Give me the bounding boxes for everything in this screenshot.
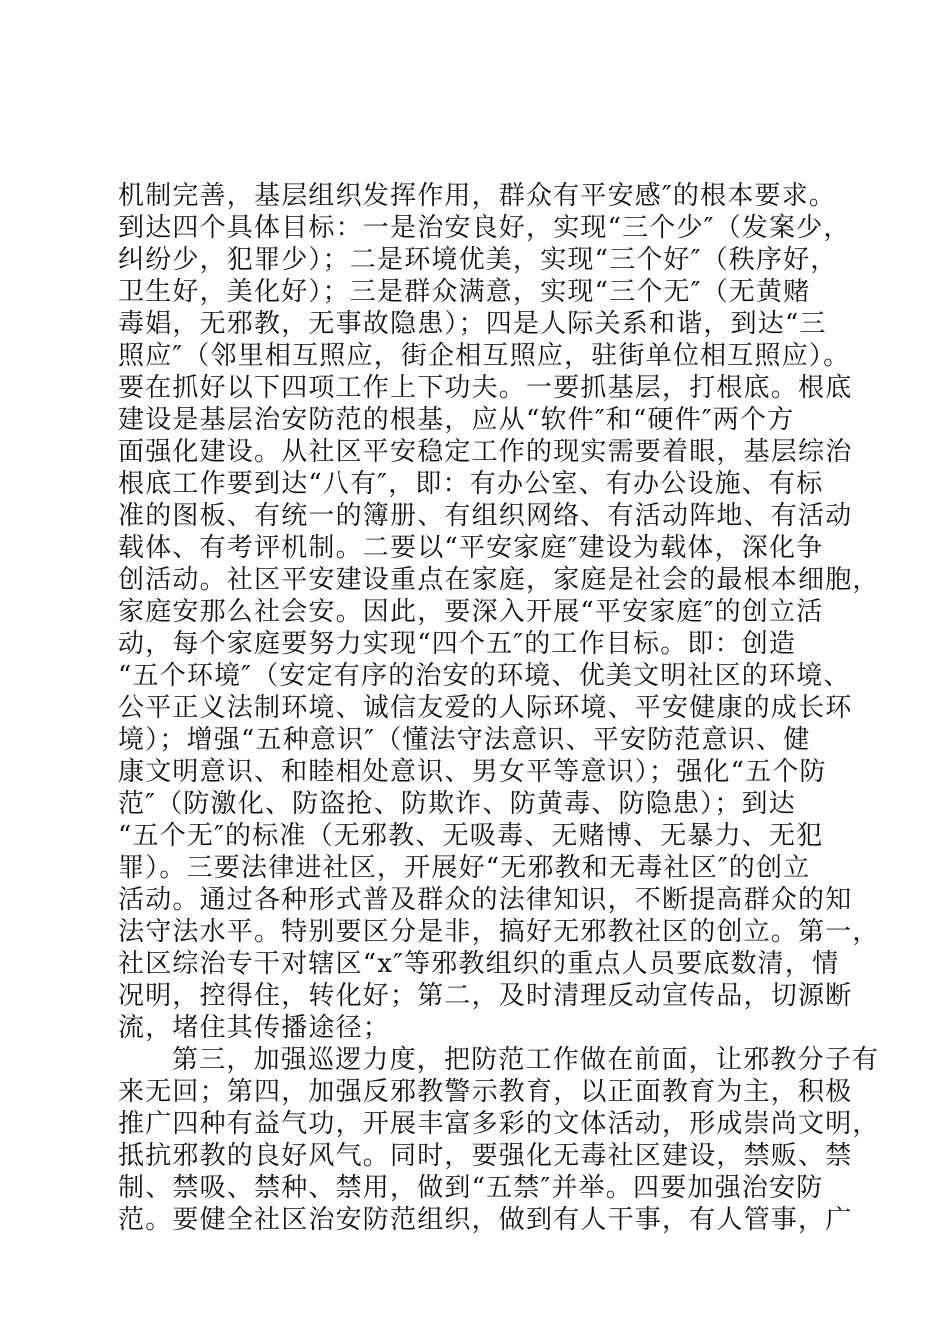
text-line: 罪）。三要法律进社区，开展好“无邪教和无毒社区″的创立 xyxy=(118,853,811,883)
text-line: 境）；增强“五种意识″（懂法守法意识、平安防范意识、健 xyxy=(118,725,811,755)
text-line: 要在抓好以下四项工作上下功夫。一要抓基层，打根底。根底 xyxy=(118,373,853,403)
text-line: 家庭安那么社会安。因此，要深入开展“平安家庭″的创立活 xyxy=(118,597,824,627)
text-line: 毒娼，无邪教，无事故隐患）；四是人际关系和谐，到达“三 xyxy=(118,309,827,339)
text-line: 机制完善，基层组织发挥作用，群众有平安感″的根本要求。 xyxy=(118,181,837,211)
text-line: 照应″（邻里相互照应，街企相互照应，驻街单位相互照应）。 xyxy=(118,341,851,371)
text-line: 社区综治专干对辖区“x″等邪教组织的重点人员要底数清，情 xyxy=(118,949,840,979)
text-line: 动，每个家庭要努力实现“四个五″的工作目标。即：创造 xyxy=(118,629,797,659)
text-line: 活动。通过各种形式普及群众的法律知识，不断提高群众的知 xyxy=(118,885,853,915)
text-line: 法守法水平。特别要区分是非，搞好无邪教社区的创立。第一， xyxy=(118,917,880,947)
text-line: 面强化建设。从社区平安稳定工作的现实需要着眼，基层综治 xyxy=(118,437,853,467)
text-line: 范″（防激化、防盗抢、防欺诈、防黄毒、防隐患）；到达 xyxy=(118,789,796,819)
text-line: 到达四个具体目标：一是治安良好，实现“三个少″（发案少， xyxy=(118,213,851,243)
text-line: 抵抗邪教的良好风气。同时，要强化无毒社区建设，禁贩、禁 xyxy=(118,1141,853,1171)
text-line: 范。要健全社区治安防范组织，做到有人干事，有人管事，广 xyxy=(118,1205,853,1235)
text-line: 制、禁吸、禁种、禁用，做到“五禁″并举。四要加强治安防 xyxy=(118,1173,824,1203)
text-line: “五个无″的标准（无邪教、无吸毒、无赌博、无暴力、无犯 xyxy=(118,821,824,851)
body-text xyxy=(118,180,880,1236)
text-line: 公平正义法制环境、诚信友爱的人际环境、平安健康的成长环 xyxy=(118,693,853,723)
text-line: 根底工作要到达“八有″，即：有办公室、有办公设施、有标 xyxy=(118,469,824,499)
text-line: 康文明意识、和睦相处意识、男女平等意识）；强化“五个防 xyxy=(118,757,827,787)
text-line: 推广四种有益气功，开展丰富多彩的文体活动，形成崇尚文明， xyxy=(118,1109,880,1139)
text-line: 建设是基层治安防范的根基，应从“软件″和“硬件″两个方 xyxy=(118,405,795,435)
text-line: 载体、有考评机制。二要以“平安家庭″建设为载体，深化争 xyxy=(118,533,824,563)
text-line: 流，堵住其传播途径； xyxy=(118,1013,391,1043)
text-line: 卫生好，美化好）；三是群众满意，实现“三个无″（无黄赌 xyxy=(118,277,811,307)
text-line: 准的图板、有统一的簿册、有组织网络、有活动阵地、有活动 xyxy=(118,501,853,531)
text-line: 况明，控得住，转化好；第二，及时清理反动宣传品，切源断 xyxy=(118,981,853,1011)
text-line: 创活动。社区平安建设重点在家庭，家庭是社会的最根本细胞， xyxy=(118,565,880,595)
text-line: 纠纷少，犯罪少）；二是环境优美，实现“三个好″（秩序好， xyxy=(118,245,838,275)
text-line: 来无回；第四，加强反邪教警示教育，以正面教育为主，积极 xyxy=(118,1077,853,1107)
paragraph-start-line: 第三，加强巡逻力度，把防范工作做在前面，让邪教分子有 xyxy=(172,1045,880,1075)
text-line: “五个环境″（安定有序的治安的环境、优美文明社区的环境、 xyxy=(118,661,851,691)
